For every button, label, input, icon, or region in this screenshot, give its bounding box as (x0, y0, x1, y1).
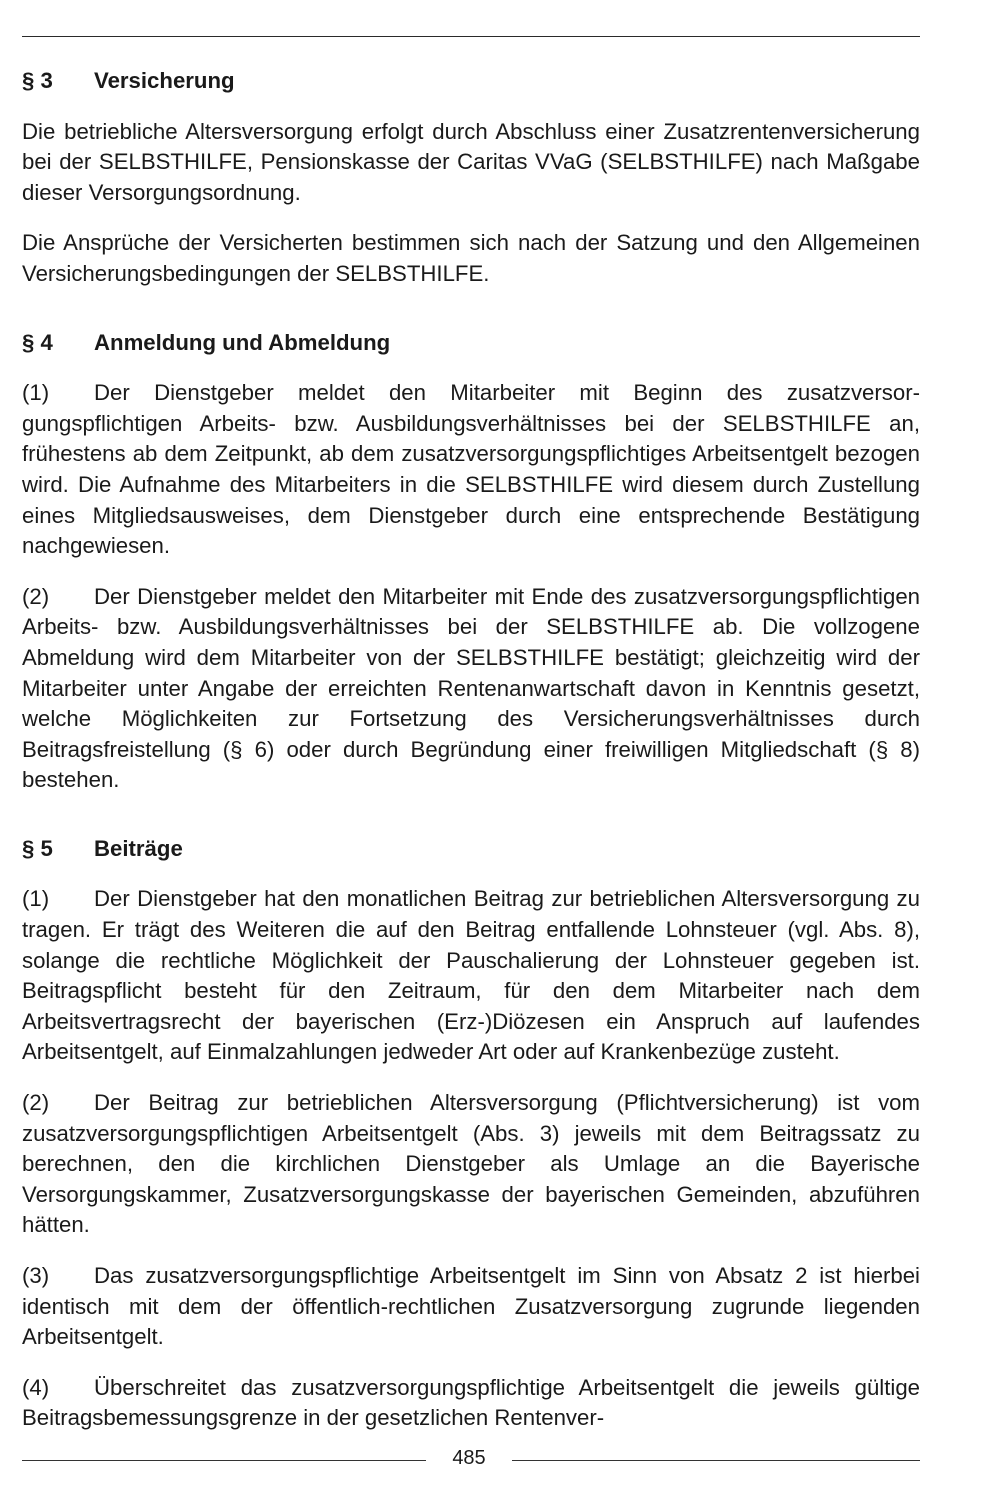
section-number: § 4 (22, 329, 53, 355)
paragraph-text: Das zusatzversorgungspflichtige Arbeitsentgelt im Sinn von Absatz 2 ist hierbei identisch mit dem der öffentlich-rechtlichen Zusatzversorgung zugrunde liegenden Arbeitsentgelt. (22, 1263, 920, 1350)
paragraph-number: (1) (22, 886, 50, 912)
footer-rule-right (512, 1460, 920, 1461)
header-rule (22, 36, 920, 37)
document-body (22, 66, 920, 1454)
paragraph (22, 1373, 920, 1434)
paragraph (22, 582, 920, 796)
page-number: 485 (452, 1447, 486, 1469)
paragraph-text: Die betriebliche Altersversorgung erfolgt durch Abschluss einer Zusatzrentenversicherung bei der SELBSTHILFE, Pensionskasse der Caritas VVaG (SELBSTHILFE) nach Maßgabe dieser Versorgungsordnung. (22, 118, 920, 205)
section-title: Anmeldung und Abmeldung (94, 329, 391, 355)
paragraph (22, 1261, 920, 1353)
section-3 (22, 66, 920, 290)
paragraph (22, 1088, 920, 1241)
section-heading (22, 66, 920, 97)
paragraph-text: Überschreitet das zusatzversorgungspflichtige Arbeitsentgelt die jeweils gültige Beitragsbemessungsgrenze in der gesetzlichen Rentenver- (22, 1374, 920, 1431)
paragraph (22, 378, 920, 562)
paragraph (22, 228, 920, 289)
page-footer (22, 1445, 920, 1475)
paragraph-text: Der Beitrag zur betrieblichen Altersversorgung (Pflichtversicherung) ist vom zusatzversorgungspflichtigen Arbeitsentgelt (Abs. 3) jeweils mit dem Beitragssatz zu berechnen, den die kirchlichen Dienstgeber als Umlage an die Bayerische Versorgungskammer, Zusatzversorgungskasse der bayerischen Gemeinden, abzuführen hätten. (22, 1090, 920, 1238)
section-number: § 5 (22, 835, 53, 861)
paragraph-number: (2) (22, 1090, 50, 1116)
section-5 (22, 834, 920, 1434)
footer-rule-left (22, 1460, 426, 1461)
paragraph-text: Der Dienstgeber meldet den Mitarbeiter mit Beginn des zusatzversorgungspflichtigen Arbeits- bzw. Ausbildungsverhältnisses bei der SELBSTHILFE an, frühestens ab dem Zeitpunkt, ab dem zusatzversorgungspflichtiges Arbeitsentgelt bezogen wird. Die Aufnahme des Mitarbeiters in die SELBSTHILFE wird diesem durch Zustellung eines Mitgliedsausweises, dem Dienstgeber durch eine entsprechende Bestätigung nachgewiesen. (22, 380, 920, 559)
paragraph-text: Der Dienstgeber hat den monatlichen Beitrag zur betrieblichen Altersversorgung zu tragen. Er trägt des Weiteren die auf den Beitrag entfallende Lohnsteuer (vgl. Abs. 8), solange die rechtliche Möglichkeit der Pauschalierung der Lohnsteuer gegeben ist. Beitragspflicht besteht für den Zeitraum, für den dem Mitarbeiter nach dem Arbeitsvertragsrecht der bayerischen (Erz-)Diözesen ein Anspruch auf laufendes Arbeitsentgelt, auf Einmalzahlungen jedweder Art oder auf Krankenbezüge zusteht. (22, 886, 920, 1065)
paragraph-text: Der Dienstgeber meldet den Mitarbeiter mit Ende des zusatzversorgungspflichtigen Arbeits- bzw. Ausbildungsverhältnisses bei der SELBSTHILFE ab. Die vollzogene Abmeldung wird dem Mitarbeiter von der SELBSTHILFE bestätigt; gleichzeitig wird der Mitarbeiter unter Angabe der erreichten Rentenanwartschaft davon in Kenntnis gesetzt, welche Möglichkeiten zur Fortsetzung des Versicherungsverhältnisses durch Beitragsfreistellung (§ 6) oder durch Begründung einer freiwilligen Mitgliedschaft (§ 8) bestehen. (22, 583, 920, 793)
paragraph-number: (1) (22, 380, 50, 406)
section-title: Versicherung (94, 68, 235, 93)
section-4 (22, 328, 920, 796)
section-heading (22, 834, 920, 865)
paragraph-number: (3) (22, 1263, 50, 1288)
section-spacer (22, 310, 920, 328)
section-title: Beiträge (94, 835, 183, 861)
paragraph-text: Die Ansprüche der Versicherten bestimmen sich nach der Satzung und den Allgemeinen Versicherungsbedingungen der SELBSTHILFE. (22, 230, 920, 286)
section-spacer (22, 816, 920, 834)
section-heading (22, 328, 920, 359)
paragraph (22, 117, 920, 209)
paragraph-number: (2) (22, 583, 50, 609)
paragraph (22, 884, 920, 1068)
section-number: § 3 (22, 68, 53, 93)
paragraph-number: (4) (22, 1374, 50, 1400)
